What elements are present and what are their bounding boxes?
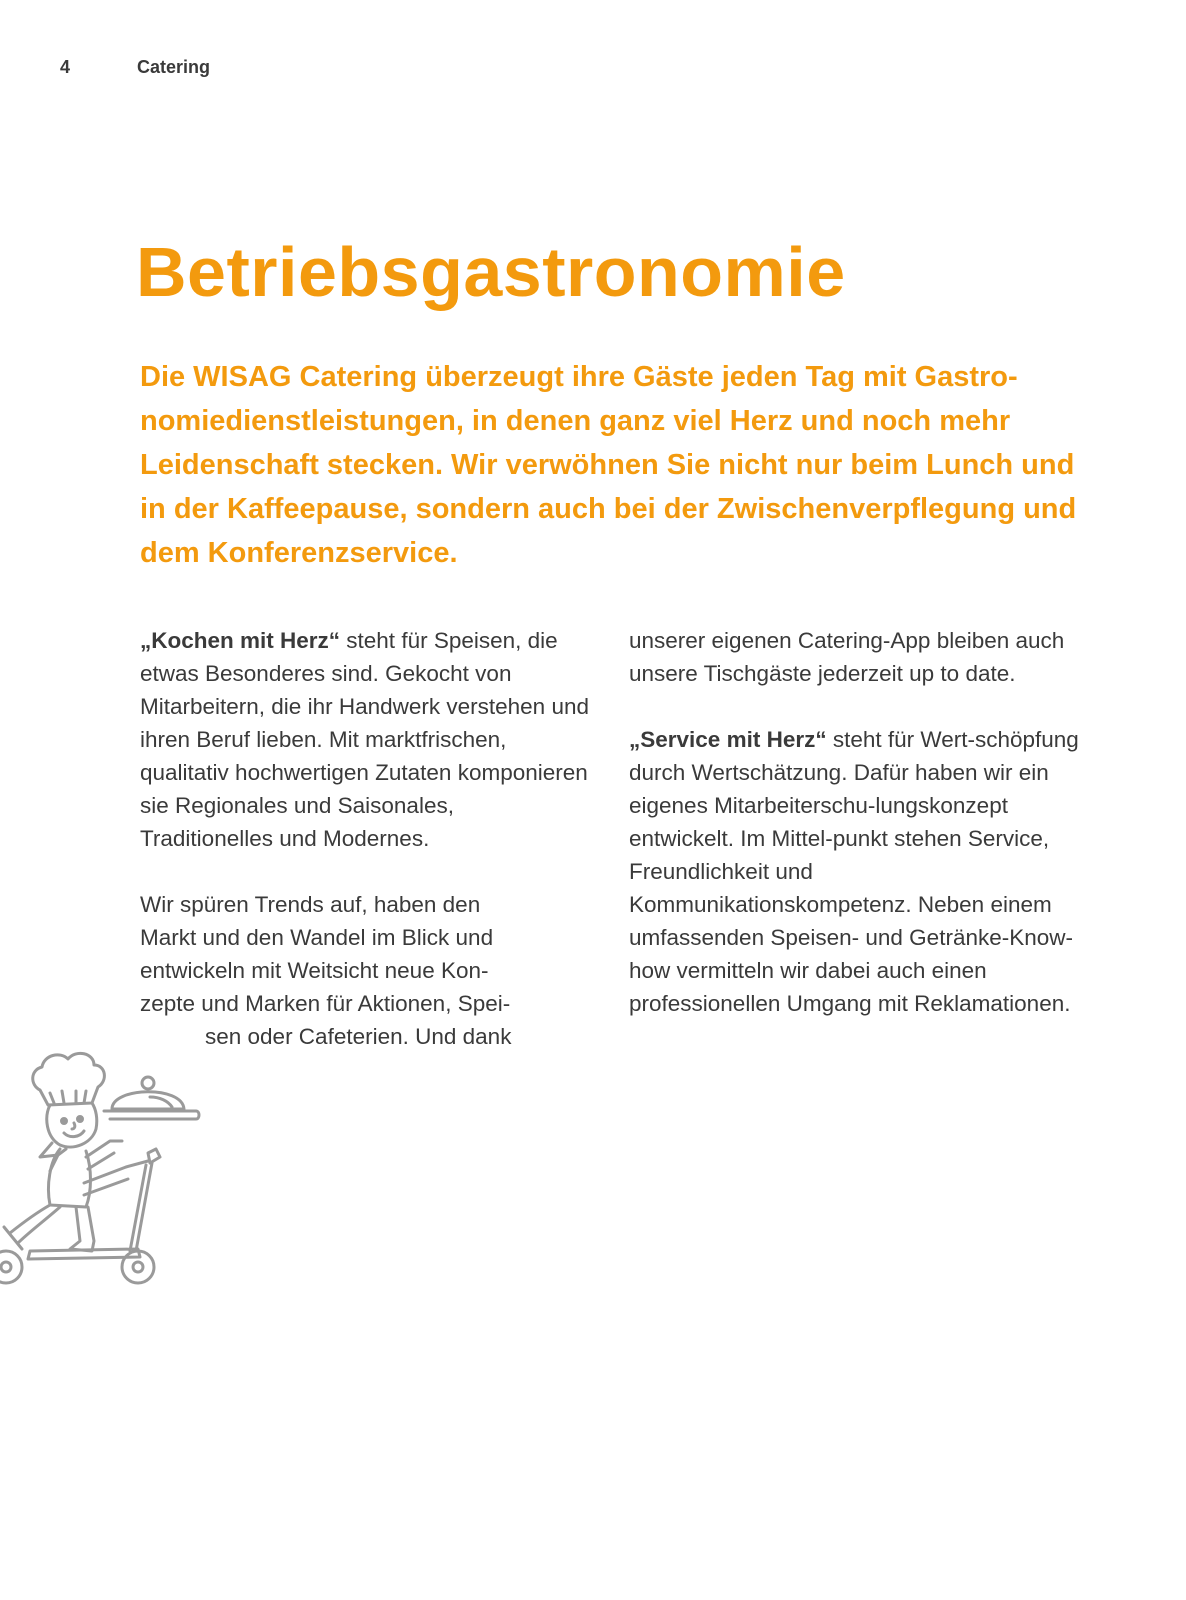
page-title: Betriebsgastronomie: [136, 233, 846, 311]
left-paragraph-2-line-4: zepte und Marken für Aktionen, Spei-: [140, 991, 511, 1016]
left-paragraph-1-text: steht für Speisen, die etwas Besonderes sind. Gekocht von Mitarbeitern, die ihr Handwerk verstehen und ihren Beruf lieben. Mit marktfrischen, qualitativ hochwertigen Zutaten komponieren sie Regionales und Saisonales, Traditionelles und Modernes.: [140, 628, 589, 851]
left-paragraph-1: [140, 624, 590, 855]
section-label: Catering: [137, 57, 211, 77]
chef-on-scooter-icon: [0, 1045, 215, 1305]
right-column: [629, 624, 1089, 1053]
page-number: 4: [60, 57, 71, 77]
right-paragraph-2-text: steht für Wert-schöpfung durch Wertschätzung. Dafür haben wir ein eigenes Mitarbeiterschu-lungskonzept entwickelt. Im Mittel-punkt stehen Service, Freundlichkeit und Kommunikationskompetenz. Neben einem umfassenden Speisen- und Getränke-Know-how vermitteln wir dabei auch einen professionellen Umgang mit Reklamationen.: [629, 727, 1079, 1016]
left-paragraph-2-line-3: entwickeln mit Weitsicht neue Kon-: [140, 958, 489, 983]
left-paragraph-2-line-2: Markt und den Wandel im Blick und: [140, 925, 494, 950]
left-column: [140, 624, 590, 1086]
right-paragraph-2: [629, 723, 1089, 1020]
kochen-mit-herz-heading: „Kochen mit Herz“: [140, 628, 341, 653]
left-paragraph-2: [140, 888, 590, 1053]
left-paragraph-2-line-1: Wir spüren Trends auf, haben den: [140, 892, 481, 917]
right-paragraph-1: unserer eigenen Catering-App bleiben auch unsere Tischgäste jederzeit up to date.: [629, 628, 1065, 686]
left-paragraph-2-line-5: sen oder Cafeterien. Und dank: [205, 1024, 512, 1049]
service-mit-herz-heading: „Service mit Herz“: [629, 727, 827, 752]
lead-paragraph: Die WISAG Catering überzeugt ihre Gäste jeden Tag mit Gastro-nomiedienstleistungen, in denen ganz viel Herz und noch mehr Leidenschaft stecken. Wir verwöhnen Sie nicht nur beim Lunch und in der Kaffeepause, sondern auch bei der Zwischenverpflegung und dem Konferenzservice.: [140, 361, 1077, 569]
